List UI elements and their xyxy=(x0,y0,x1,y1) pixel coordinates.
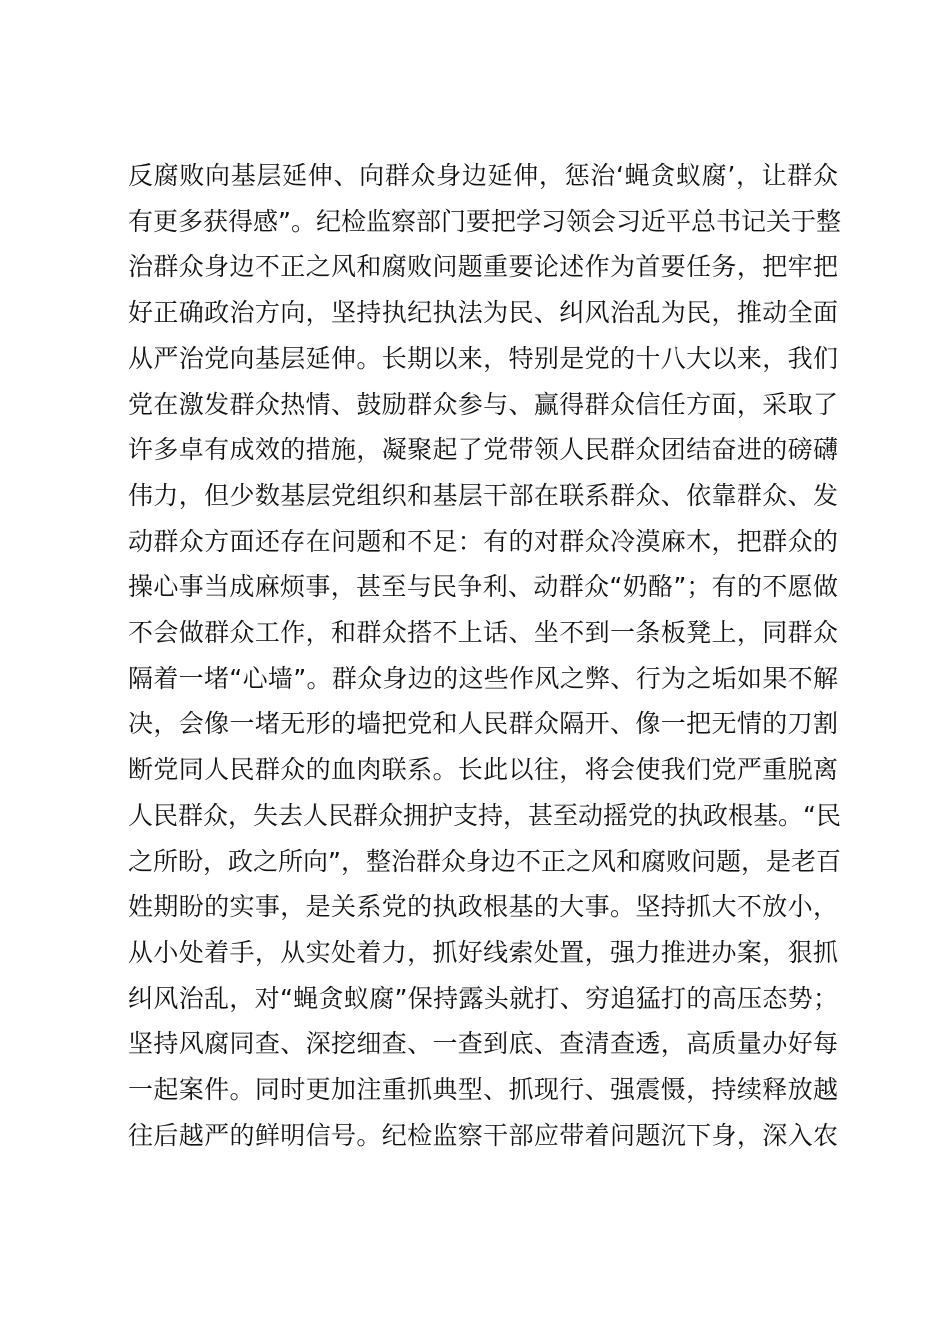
text-line: 之所盼，政之所向”，整治群众身边不正之风和腐败问题，是老百 xyxy=(128,846,841,876)
text-line: 隔着一堵“心墙”。群众身边的这些作风之弊、行为之垢如果不解 xyxy=(128,663,838,693)
text-line: 动群众方面还存在问题和不足：有的对群众冷漠麻木，把群众的 xyxy=(128,526,838,556)
text-line: 一起案件。同时更加注重抓典型、抓现行、强震慑，持续释放越 xyxy=(128,1075,838,1105)
text-line: 决，会像一堵无形的墙把党和人民群众隔开、像一把无情的刀割 xyxy=(128,709,838,739)
text-line: 坚持风腐同查、深挖细查、一查到底、查清查透，高质量办好每 xyxy=(128,1029,838,1059)
text-line: 有更多获得感”。纪检监察部门要把学习领会习近平总书记关于整 xyxy=(128,206,841,236)
text-line: 党在激发群众热情、鼓励群众参与、赢得群众信任方面，采取了 xyxy=(128,389,838,419)
text-line: 人民群众，失去人民群众拥护支持，甚至动摇党的执政根基。“民 xyxy=(128,800,841,830)
body-paragraph xyxy=(128,153,841,1158)
text-line: 从小处着手，从实处着力，抓好线索处置，强力推进办案，狠抓 xyxy=(128,937,838,967)
text-line: 伟力，但少数基层党组织和基层干部在联系群众、依靠群众、发 xyxy=(128,480,838,510)
text-line: 操心事当成麻烦事，甚至与民争利、动群众“奶酪”；有的不愿做 xyxy=(128,572,838,602)
text-line: 好正确政治方向，坚持执纪执法为民、纠风治乱为民，推动全面 xyxy=(128,298,838,328)
text-line: 纠风治乱，对“蝇贪蚁腐”保持露头就打、穷追猛打的高压态势； xyxy=(128,983,838,1013)
text-line: 反腐败向基层延伸、向群众身边延伸，惩治‘蝇贪蚁腐’，让群众 xyxy=(128,161,838,190)
text-line: 往后越严的鲜明信号。纪检监察干部应带着问题沉下身，深入农 xyxy=(128,1120,838,1150)
text-line: 从严治党向基层延伸。长期以来，特别是党的十八大以来，我们 xyxy=(128,343,838,373)
text-line: 治群众身边不正之风和腐败问题重要论述作为首要任务，把牢把 xyxy=(128,252,838,282)
text-line: 姓期盼的实事，是关系党的执政根基的大事。坚持抓大不放小， xyxy=(128,892,838,922)
text-line: 不会做群众工作，和群众搭不上话、坐不到一条板凳上，同群众 xyxy=(128,618,838,648)
text-line: 断党同人民群众的血肉联系。长此以往，将会使我们党严重脱离 xyxy=(128,755,838,785)
text-line: 许多卓有成效的措施，凝聚起了党带领人民群众团结奋进的磅礴 xyxy=(128,435,838,465)
